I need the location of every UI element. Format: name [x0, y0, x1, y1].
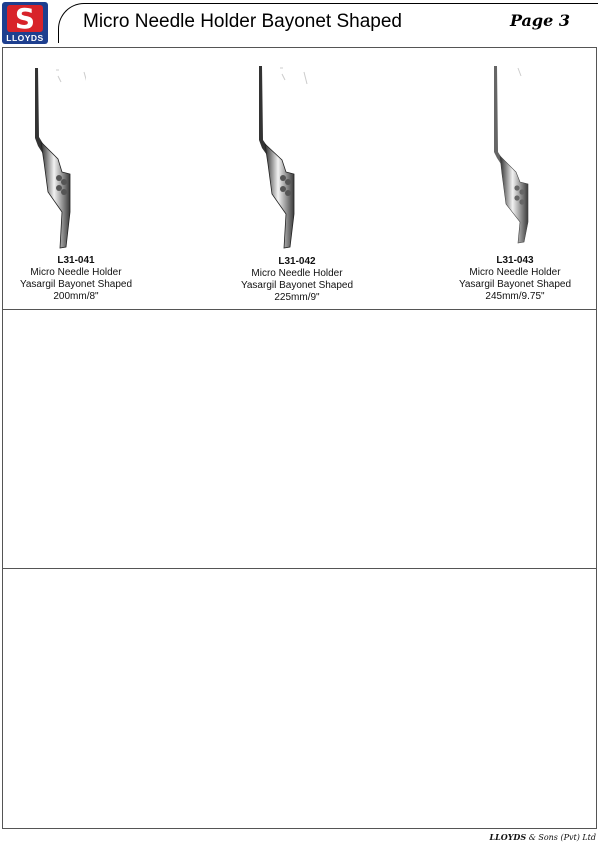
needle-holder-image-1 [26, 62, 86, 252]
product-caption-3 [425, 255, 600, 303]
logo-wordmark: LLOYDS [6, 33, 44, 43]
footer-company [489, 832, 596, 842]
product-code: L31-042 [278, 256, 316, 267]
page-title: Micro Needle Holder Bayonet Shaped [83, 11, 402, 32]
empty-panel-middle [2, 309, 597, 569]
product-name: Micro Needle Holder [469, 267, 561, 278]
product-name: Micro Needle Holder [30, 267, 122, 278]
footer-brand: LLOYDS [489, 832, 527, 842]
footer-rest: & Sons (Pvt) Ltd [528, 833, 596, 842]
company-logo [2, 2, 48, 44]
product-caption-2 [207, 256, 387, 304]
needle-holder-image-3 [486, 62, 546, 252]
product-caption-1 [0, 255, 166, 303]
empty-panel-bottom [2, 568, 597, 829]
product-size: 245mm/9.75" [485, 291, 545, 302]
product-type: Yasargil Bayonet Shaped [19, 279, 133, 290]
product-size: 200mm/8" [53, 291, 99, 302]
product-name: Micro Needle Holder [251, 268, 343, 279]
logo-initial: S [7, 5, 43, 32]
product-code: L31-041 [57, 255, 95, 266]
product-type: Yasargil Bayonet Shaped [240, 280, 354, 291]
page-number: Page 3 [509, 11, 570, 30]
needle-holder-image-2 [250, 62, 310, 252]
product-code: L31-043 [496, 255, 534, 266]
product-type: Yasargil Bayonet Shaped [458, 279, 572, 290]
product-size: 225mm/9" [274, 292, 320, 303]
